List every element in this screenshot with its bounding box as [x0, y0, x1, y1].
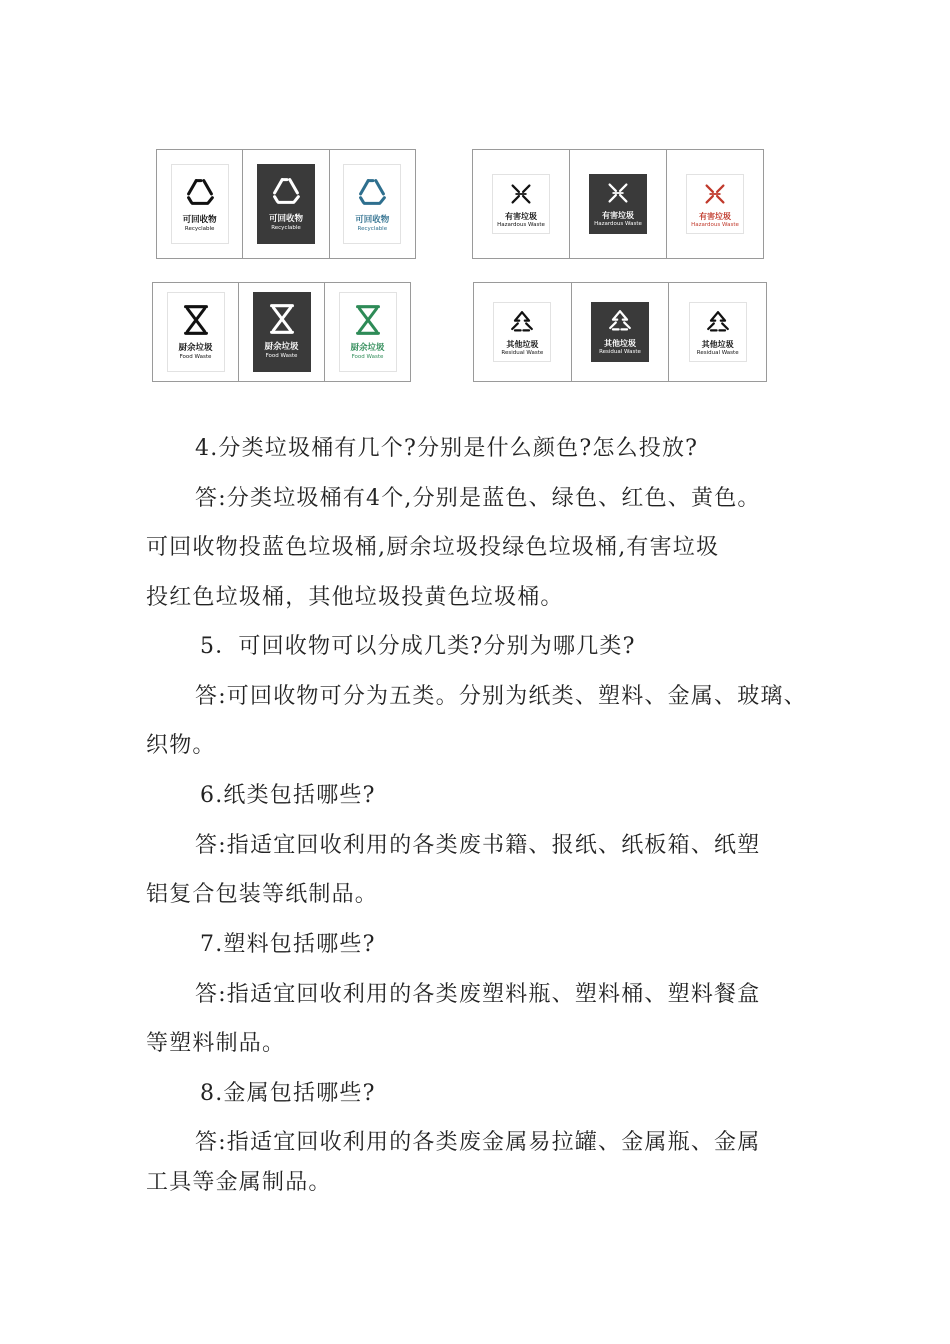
food-sign: [253, 292, 311, 372]
hazardous-waste-icon: [701, 180, 729, 208]
hazardous-sign: [589, 174, 647, 234]
sign-cell: [243, 150, 329, 258]
recyclable-sign: [343, 164, 401, 244]
recycle-icon: [353, 173, 391, 211]
sign-cell: [474, 283, 572, 381]
hazardous-signs: [472, 149, 764, 259]
sign-cell: [667, 150, 763, 258]
food-waste-icon: [349, 301, 387, 339]
residual-waste-icon: [508, 308, 536, 336]
answer-4-line-3: 投红色垃圾桶，其他垃圾投黄色垃圾桶。: [146, 585, 564, 610]
sign-cell: [473, 150, 570, 258]
sign-label-en: Food Waste: [351, 353, 384, 360]
food-waste-icon: [177, 301, 215, 339]
sign-label-cn: 有害垃圾: [505, 212, 537, 221]
recyclable-sign: [171, 164, 229, 244]
sign-cell: [330, 150, 415, 258]
food-waste-icon: [263, 300, 301, 338]
sign-label-cn: 厨余垃圾: [264, 342, 299, 352]
answer-7-line-1: 答:指适宜回收利用的各类废塑料瓶、塑料桶、塑料餐盒: [195, 982, 761, 1007]
sign-label-en: Recyclable: [184, 225, 215, 232]
sign-cell: [325, 283, 410, 381]
sign-label-cn: 其他垃圾: [701, 340, 734, 349]
sign-label-en: Recyclable: [357, 225, 388, 232]
answer-8-line-1: 答:指适宜回收利用的各类废金属易拉罐、金属瓶、金属: [195, 1130, 761, 1155]
sign-label-en: Hazardous Waste: [497, 222, 545, 228]
answer-5-line-1: 答:可回收物可分为五类。分别为纸类、塑料、金属、玻璃、: [195, 684, 807, 709]
answer-4-line-2: 可回收物投蓝色垃圾桶,厨余垃圾投绿色垃圾桶,有害垃圾: [146, 535, 720, 560]
food-waste-signs: [152, 282, 411, 382]
answer-5-line-2: 织物。: [146, 733, 216, 758]
sign-label-cn: 其他垃圾: [506, 340, 539, 349]
food-sign: [339, 292, 397, 372]
sign-label-cn: 可回收物: [355, 215, 390, 225]
sign-label-cn: 厨余垃圾: [350, 343, 385, 353]
sign-cell: [572, 283, 670, 381]
residual-sign: [493, 302, 551, 362]
sign-label-en: Residual Waste: [696, 350, 739, 356]
sign-cell: [570, 150, 667, 258]
sign-label-en: Hazardous Waste: [691, 222, 739, 228]
sign-cell: [157, 150, 243, 258]
recycle-icon: [181, 173, 219, 211]
sign-label-en: Food Waste: [179, 353, 212, 360]
hazardous-sign: [686, 174, 744, 234]
answer-7-line-2: 等塑料制品。: [146, 1031, 286, 1056]
sign-label-cn: 厨余垃圾: [178, 343, 213, 353]
answer-8-line-2: 工具等金属制品。: [146, 1170, 332, 1195]
answer-6-line-2: 铝复合包装等纸制品。: [146, 882, 379, 907]
hazardous-waste-icon: [507, 180, 535, 208]
sign-label-cn: 有害垃圾: [602, 211, 634, 220]
residual-sign: [591, 302, 649, 362]
hazardous-waste-icon: [604, 179, 632, 207]
sign-cell: [239, 283, 325, 381]
sign-label-cn: 可回收物: [268, 214, 303, 224]
sign-cell: [669, 283, 766, 381]
sign-label-cn: 可回收物: [182, 215, 217, 225]
recycle-icon: [267, 172, 305, 210]
question-8: 8.金属包括哪些?: [200, 1081, 376, 1106]
sign-label-en: Food Waste: [265, 352, 298, 359]
sign-label-en: Residual Waste: [599, 349, 641, 355]
recyclable-signs: [156, 149, 416, 259]
question-5: 5．可回收物可以分成几类?分别为哪几类?: [200, 634, 636, 659]
question-7: 7.塑料包括哪些?: [200, 932, 376, 957]
question-6: 6.纸类包括哪些?: [200, 783, 376, 808]
residual-waste-icon: [606, 307, 634, 335]
residual-waste-signs: [473, 282, 767, 382]
recyclable-sign: [257, 164, 315, 244]
residual-waste-icon: [704, 308, 732, 336]
sign-label-en: Residual Waste: [501, 350, 544, 356]
sign-label-en: Hazardous Waste: [594, 221, 642, 227]
hazardous-sign: [492, 174, 550, 234]
answer-6-line-1: 答:指适宜回收利用的各类废书籍、报纸、纸板箱、纸塑: [195, 833, 761, 858]
residual-sign: [689, 302, 747, 362]
question-4: 4.分类垃圾桶有几个?分别是什么颜色?怎么投放?: [195, 436, 699, 461]
sign-label-cn: 其他垃圾: [604, 339, 636, 348]
sign-label-en: Recyclable: [271, 224, 301, 231]
sign-label-cn: 有害垃圾: [699, 212, 731, 221]
sign-cell: [153, 283, 239, 381]
answer-4-line-1: 答:分类垃圾桶有4个,分别是蓝色、绿色、红色、黄色。: [195, 486, 761, 511]
food-sign: [167, 292, 225, 372]
